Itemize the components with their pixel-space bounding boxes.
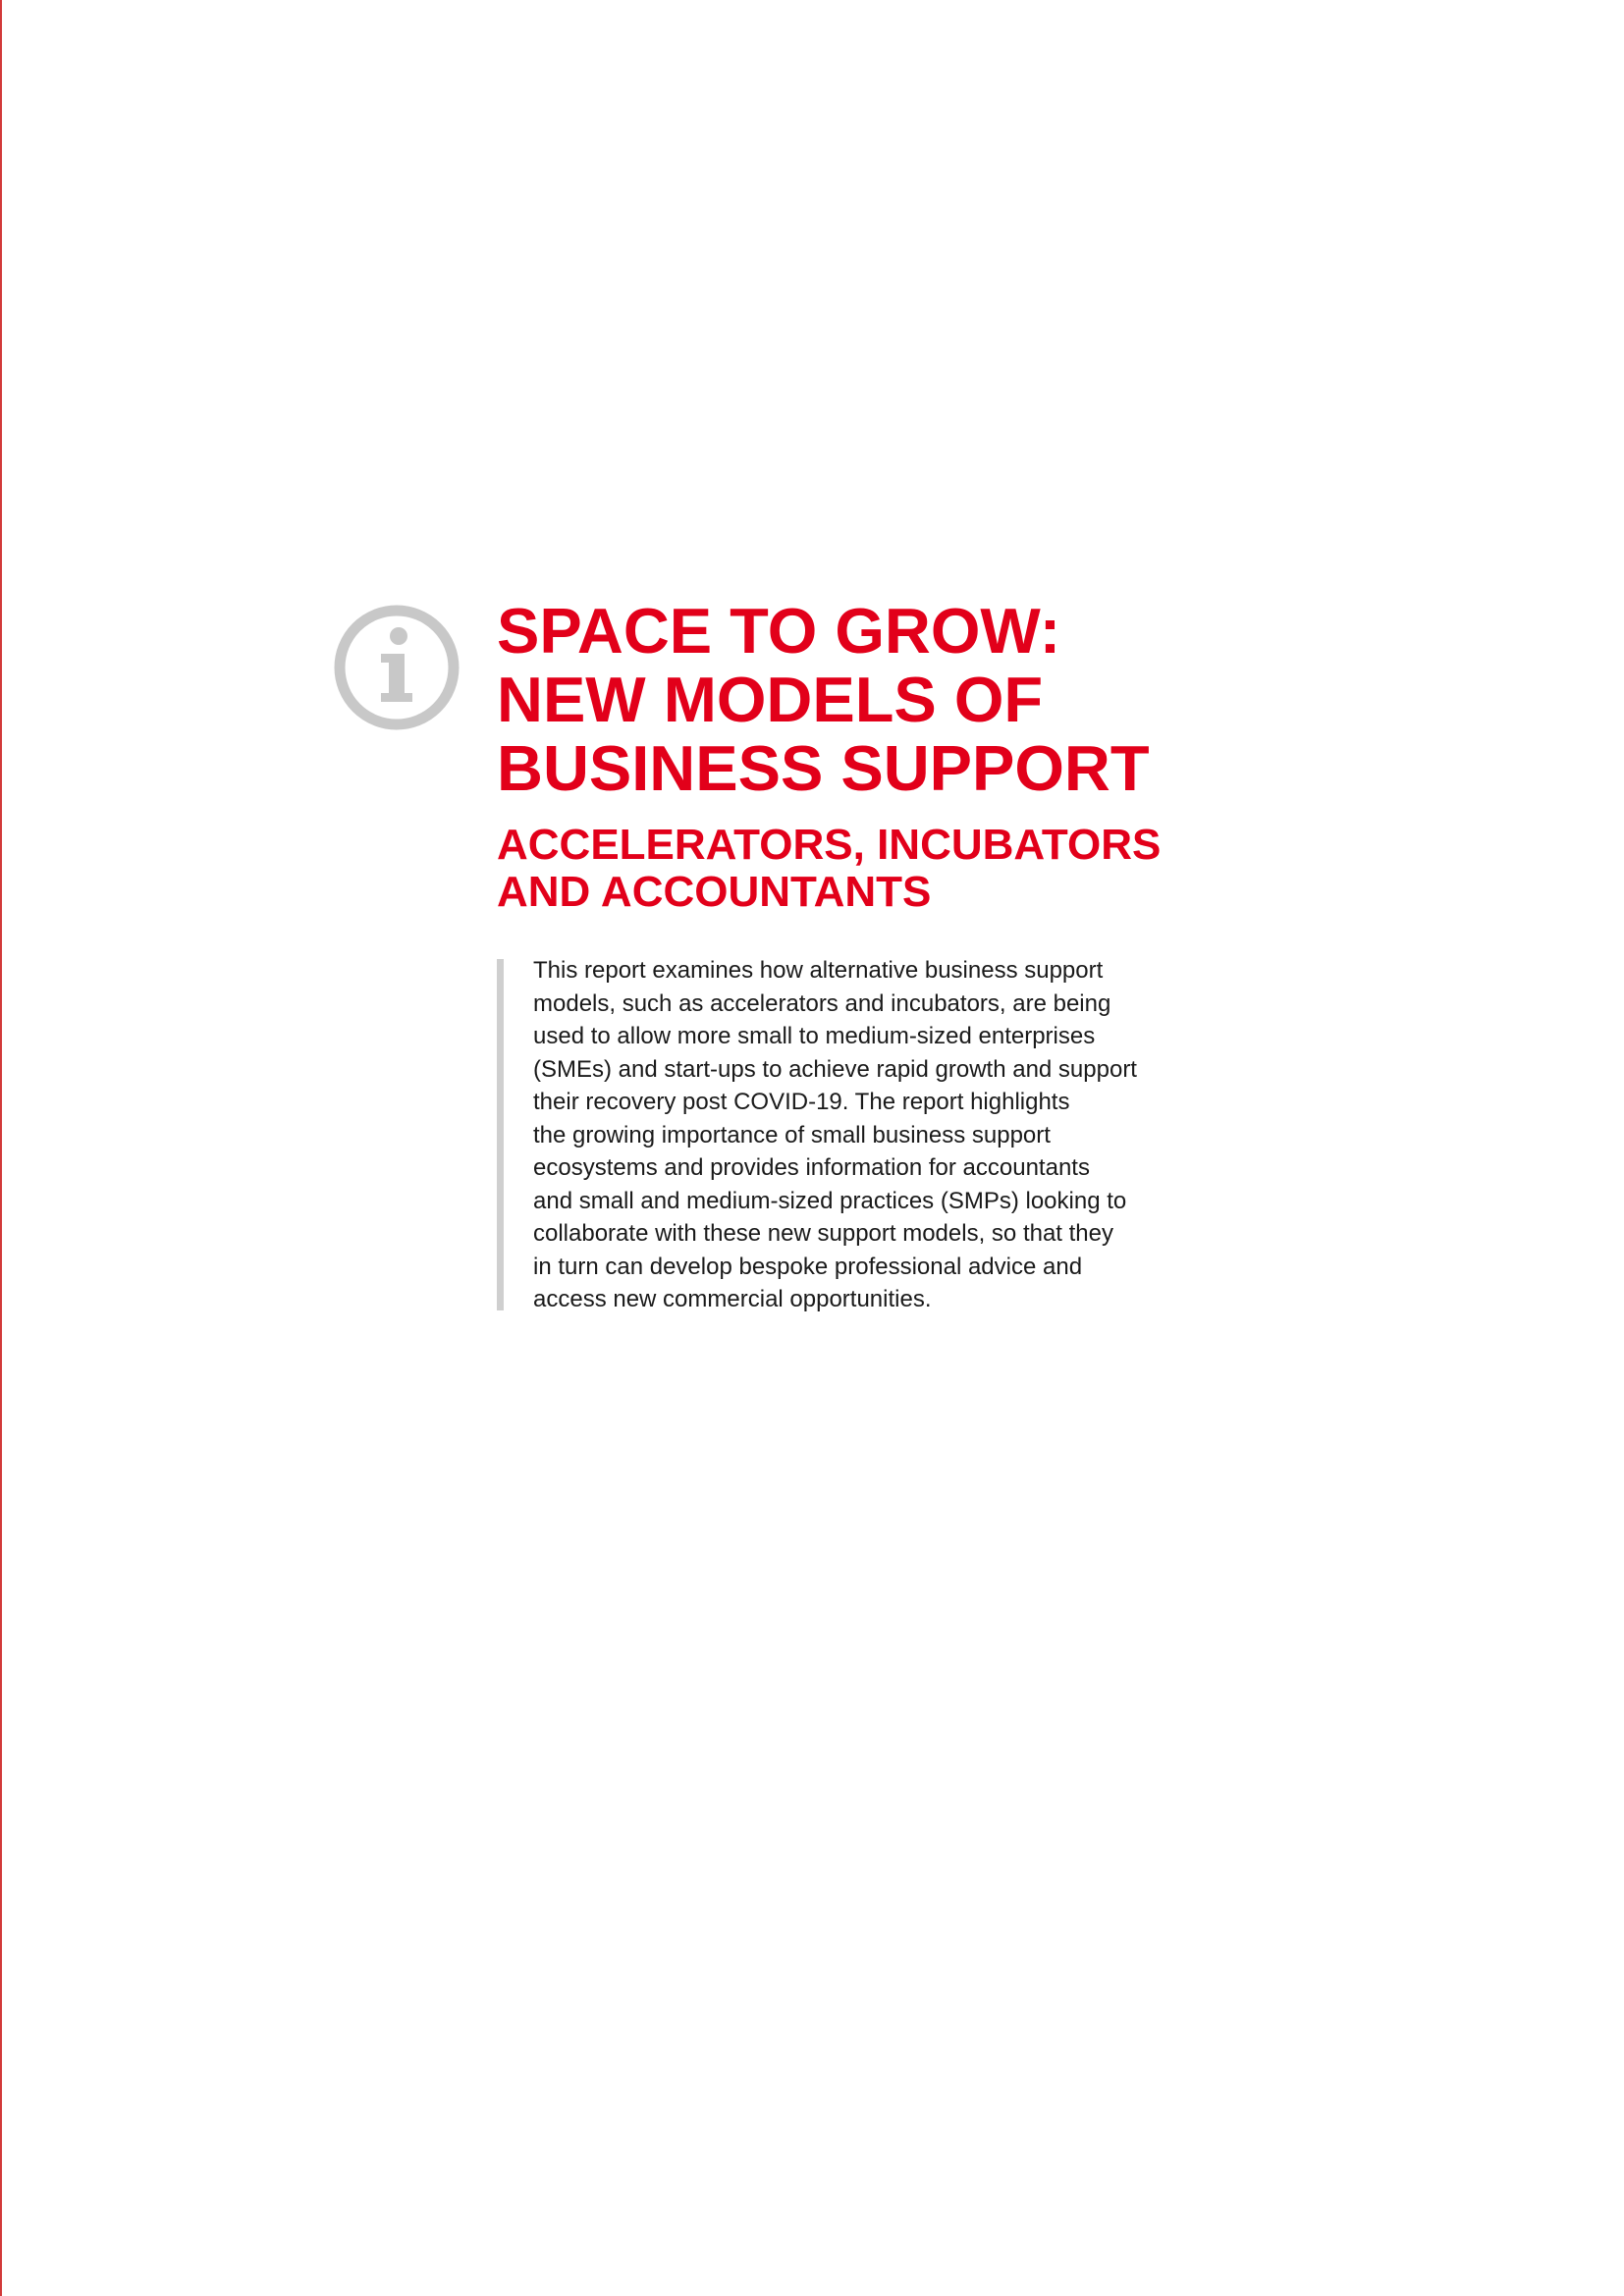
subtitle-line: AND ACCOUNTANTS — [497, 868, 932, 916]
summary-line: models, such as accelerators and incubators, are being — [533, 989, 1111, 1017]
summary-line: and small and medium-sized practices (SMPs) looking to — [533, 1187, 1127, 1214]
subtitle-line: ACCELERATORS, INCUBATORS — [497, 821, 1162, 869]
title-line: SPACE TO GROW: — [497, 595, 1061, 667]
page-edge-line — [0, 0, 2, 2296]
summary-line: This report examines how alternative business support — [533, 957, 1104, 984]
quote-bar — [497, 959, 504, 1310]
document-title — [497, 597, 1380, 803]
summary-paragraph — [533, 954, 1181, 1316]
summary-line: access new commercial opportunities. — [533, 1286, 932, 1312]
summary-line: (SMEs) and start-ups to achieve rapid growth and support — [533, 1055, 1137, 1083]
title-line: BUSINESS SUPPORT — [497, 732, 1150, 804]
title-line: NEW MODELS OF — [497, 664, 1044, 735]
summary-line: their recovery post COVID-19. The report highlights — [533, 1089, 1070, 1115]
summary-line: ecosystems and provides information for accountants — [533, 1154, 1090, 1181]
summary-line: used to allow more small to medium-sized enterprises — [533, 1023, 1096, 1049]
summary-line: collaborate with these new support models, so that they — [533, 1220, 1113, 1247]
summary-line: the growing importance of small business support — [533, 1121, 1051, 1148]
summary-line: in turn can develop bespoke professional advice and — [533, 1253, 1083, 1280]
info-icon — [332, 603, 461, 732]
document-subtitle — [497, 822, 1380, 916]
